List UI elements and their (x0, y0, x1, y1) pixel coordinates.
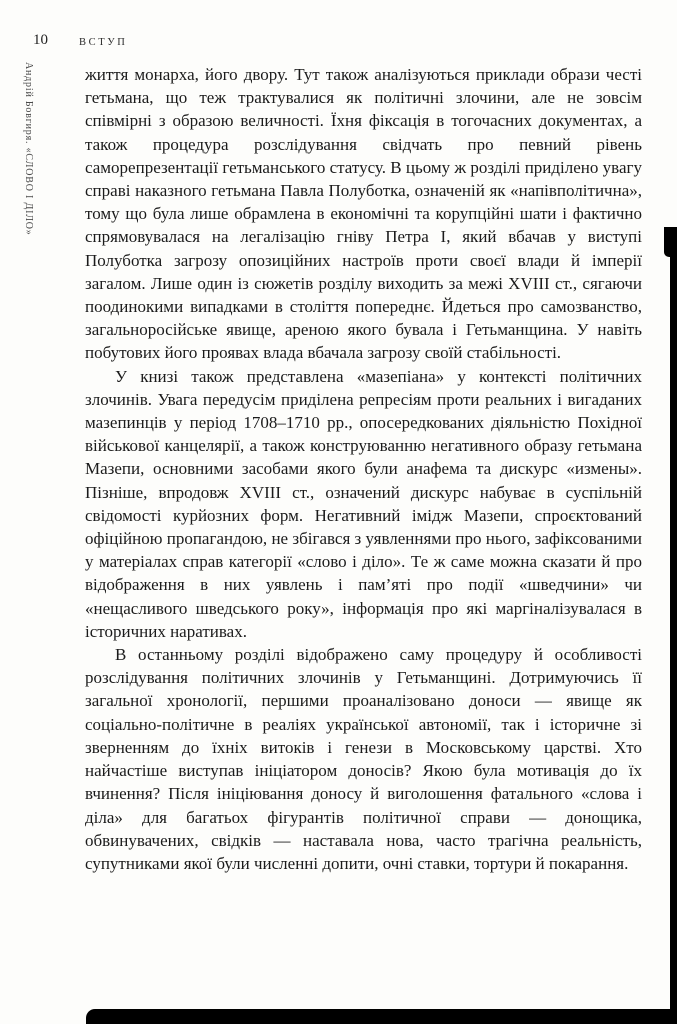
scan-edge-bottom (86, 1009, 677, 1024)
body-text (85, 63, 642, 875)
paragraph: В останньому розділі відображено саму процедуру й особливості розслідування політичних злочинів у Гетьманщині. Дотримуючись її загальної хронології, першими проаналізовано доноси — явище як соціально-політичне в реаліях української автономії, так і історичне зі зверненням до їхніх витоків і генези в Московському царстві. Хто найчастіше виступав ініціатором доносів? Якою була мотивація до їх вчинення? Після ініціювання доносу й виголошення фатального «слова і діла» для багатьох фігурантів політичної справи — донощика, обвинувачених, свідків — наставала нова, часто трагічна реальність, супутниками якої були численні допити, очні ставки, тортури й покарання. (85, 645, 642, 873)
scan-edge-right (670, 227, 677, 1024)
side-title-author-book: Андрій Бовгиря. «СЛОВО І ДІЛО» (23, 62, 34, 236)
running-header: ВСТУП (79, 37, 128, 48)
page-number: 10 (33, 32, 48, 48)
scan-edge-right-notch (664, 227, 677, 257)
paragraph-continuation: життя монарха, його двору. Тут також аналізуються приклади образи честі гетьмана, що теж трактувалися як політичні злочини, але не зовсім співмірні з образою величності. Їхня фіксація в тогочасних документах, а також процедура розслідування свідчать про певний рівень саморепрезентації гетьманського статусу. В цьому ж розділі приділено увагу справі наказного гетьмана Павла Полуботка, означеній як «напівполітична», тому що була лише обрамлена в економічні та корупційні шати і фактично спрямовувалася на легалізацію гніву Петра І, який вбачав у виступі Полуботка загрозу опозиційних настроїв проти своєї влади й імперії загалом. Лише один із сюжетів розділу виходить за межі XVIII ст., сягаючи поодинокими випадками в століття попереднє. Йдеться про самозванство, загальноросійське явище, ареною якого бувала і Гетьманщина. У навіть побутових його проявах влада вбачала загрозу своїй стабільності. (85, 65, 642, 363)
paragraph: У книзі також представлена «мазепіана» у контексті політичних злочинів. Увага передусім приділена репресіям проти реальних і вигаданих мазепинців у період 1708–1710 рр., опосередкованих діяльністю Похідної військової канцелярії, а також конструюванню негативного образу гетьмана Мазепи, основними засобами якого були анафема та дискурс «измены». Пізніше, впродовж XVIII ст., означений дискурс набуває в суспільній свідомості курйозних форм. Негативний імідж Мазепи, спроєктований офіційною пропагандою, не збігався з уявленнями про нього, зафіксованими у матеріалах справ категорії «слово і діло». Те ж саме можна сказати й про відображення в них уявлень і пам’яті про події «шведчини» чи «нещасливого шведського року», інформація про які маргіналізувалася в історичних наративах. (85, 366, 642, 641)
